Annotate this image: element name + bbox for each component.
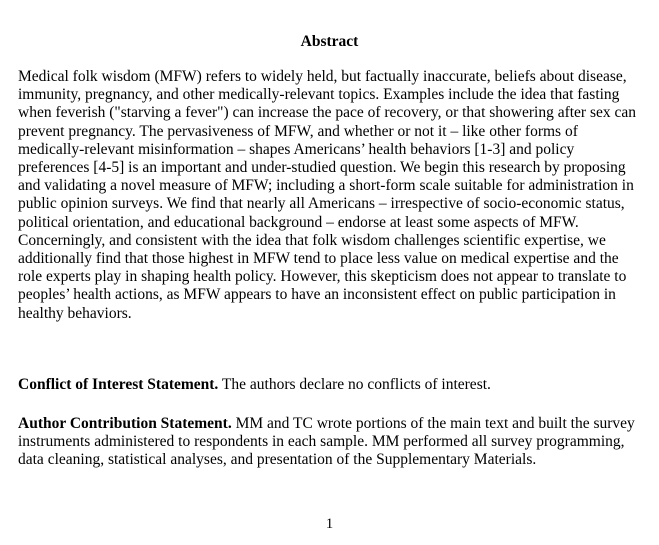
- abstract-body: Medical folk wisdom (MFW) refers to widely held, but factually inaccurate, beliefs about disease, immunity, pregnancy, and other medically-relevant topics. Examples include the idea that fasting when feverish ("starving a fever") can increase the pace of recovery, or that showering after sex can prevent pregnancy. The pervasiveness of MFW, and whether or not it – like other forms of medically-relevant misinformation – shapes Americans’ health behaviors [1-3] and policy preferences [4-5] is an important and under-studied question. We begin this research by proposing and validating a novel measure of MFW; including a short-form scale suitable for administration in public opinion surveys. We find that nearly all Americans – irrespective of socio-economic status, political orientation, and educational background – endorse at least some aspects of MFW. Concerningly, and consistent with the idea that folk wisdom challenges scientific expertise, we additionally find that those highest in MFW tend to place less value on medical expertise and the role experts play in shaping health policy. However, this skepticism does not appear to translate to peoples’ health actions, as MFW appears to have an inconsistent effect on public participation in healthy behaviors.: [18, 68, 637, 322]
- abstract-heading: Abstract: [300, 33, 359, 50]
- conflict-of-interest-label: Conflict of Interest Statement.: [18, 376, 219, 393]
- author-contribution-label: Author Contribution Statement.: [18, 415, 232, 432]
- author-contribution-text: MM and TC wrote portions of the main text and built the survey instruments administered to respondents in each sample. MM performed all survey programming, data cleaning, statistical analyses, and presentation of the Supplementary Materials.: [18, 415, 635, 469]
- page-number: 1: [325, 516, 334, 532]
- conflict-of-interest-statement: [18, 376, 646, 394]
- author-contribution-statement: [18, 415, 646, 470]
- conflict-of-interest-text: The authors declare no conflicts of interest.: [218, 376, 491, 393]
